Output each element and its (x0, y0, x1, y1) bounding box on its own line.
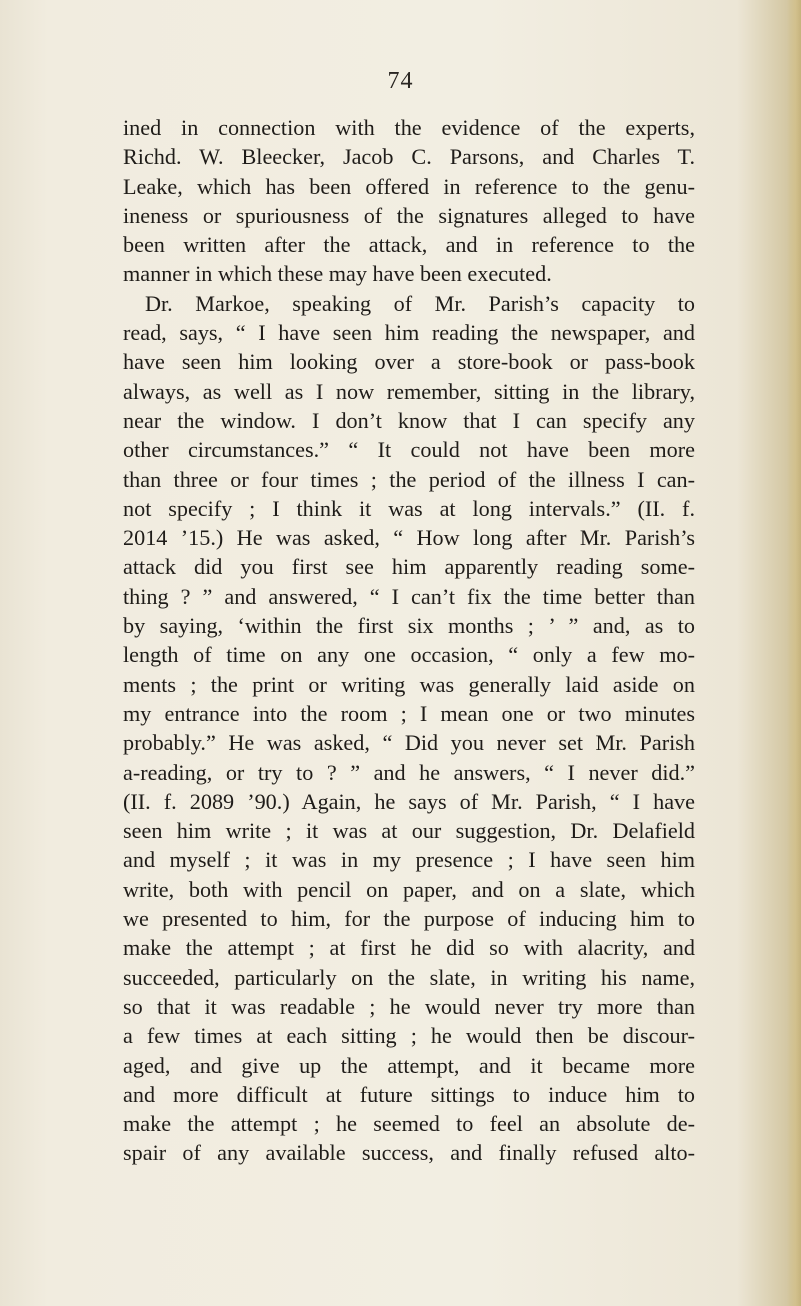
text-line: manner in which these may have been executed. (123, 261, 552, 287)
text-line: thing ? ” and answered, “ I can’t fix the time better than (123, 583, 695, 609)
text-line: write, both with pencil on paper, and on a slate, which (123, 876, 695, 902)
text-line: (II. f. 2089 ’90.) Again, he says of Mr. Parish, “ I have (123, 788, 695, 814)
text-line: near the window. I don’t know that I can specify any (123, 407, 695, 433)
text-line: 2014 ’15.) He was asked, “ How long after Mr. Parish’s (123, 525, 695, 551)
text-line: always, as well as I now remember, sitting in the library, (123, 378, 695, 404)
text-line: read, says, “ I have seen him reading the newspaper, and (123, 320, 695, 346)
text-line: make the attempt ; he seemed to feel an absolute de- (123, 1111, 695, 1137)
text-line: ineness or spuriousness of the signatures alleged to have (123, 202, 695, 228)
text-line: Richd. W. Bleecker, Jacob C. Parsons, and Charles T. (123, 144, 695, 170)
text-line: length of time on any one occasion, “ only a few mo- (123, 642, 695, 668)
text-line: Leake, which has been offered in reference to the genu- (123, 173, 695, 199)
body-text (123, 113, 695, 1168)
text-line: have seen him looking over a store-book or pass-book (123, 349, 695, 375)
text-line: Dr. Markoe, speaking of Mr. Parish’s capacity to (145, 290, 695, 316)
text-line: so that it was readable ; he would never try more than (123, 993, 695, 1019)
text-line: spair of any available success, and finally refused alto- (123, 1140, 695, 1166)
text-line: make the attempt ; at first he did so with alacrity, and (123, 935, 695, 961)
text-line: by saying, ‘within the first six months ; ’ ” and, as to (123, 613, 695, 639)
text-line: been written after the attack, and in reference to the (123, 232, 695, 258)
text-line: ments ; the print or writing was generally laid aside on (123, 671, 695, 697)
text-line: other circumstances.” “ It could not have been more (123, 437, 695, 463)
text-line: probably.” He was asked, “ Did you never set Mr. Parish (123, 730, 695, 756)
text-line: than three or four times ; the period of the illness I can- (123, 466, 695, 492)
text-line: not specify ; I think it was at long intervals.” (II. f. (123, 495, 695, 521)
text-line: and more difficult at future sittings to induce him to (123, 1081, 695, 1107)
page-number: 74 (387, 68, 414, 94)
page-edge-shadow (787, 0, 801, 1306)
text-line: aged, and give up the attempt, and it became more (123, 1052, 695, 1078)
text-line: a-reading, or try to ? ” and he answers, “ I never did.” (123, 759, 695, 785)
text-line: seen him write ; it was at our suggestion, Dr. Delafield (123, 818, 695, 844)
text-line: and myself ; it was in my presence ; I have seen him (123, 847, 695, 873)
text-line: succeeded, particularly on the slate, in writing his name, (123, 964, 695, 990)
text-line: ined in connection with the evidence of the experts, (123, 115, 695, 140)
text-line: attack did you first see him apparently reading some- (123, 554, 695, 580)
text-line: we presented to him, for the purpose of inducing him to (123, 906, 695, 932)
text-line: my entrance into the room ; I mean one or two minutes (123, 700, 695, 726)
text-line: a few times at each sitting ; he would then be discour- (123, 1023, 695, 1049)
